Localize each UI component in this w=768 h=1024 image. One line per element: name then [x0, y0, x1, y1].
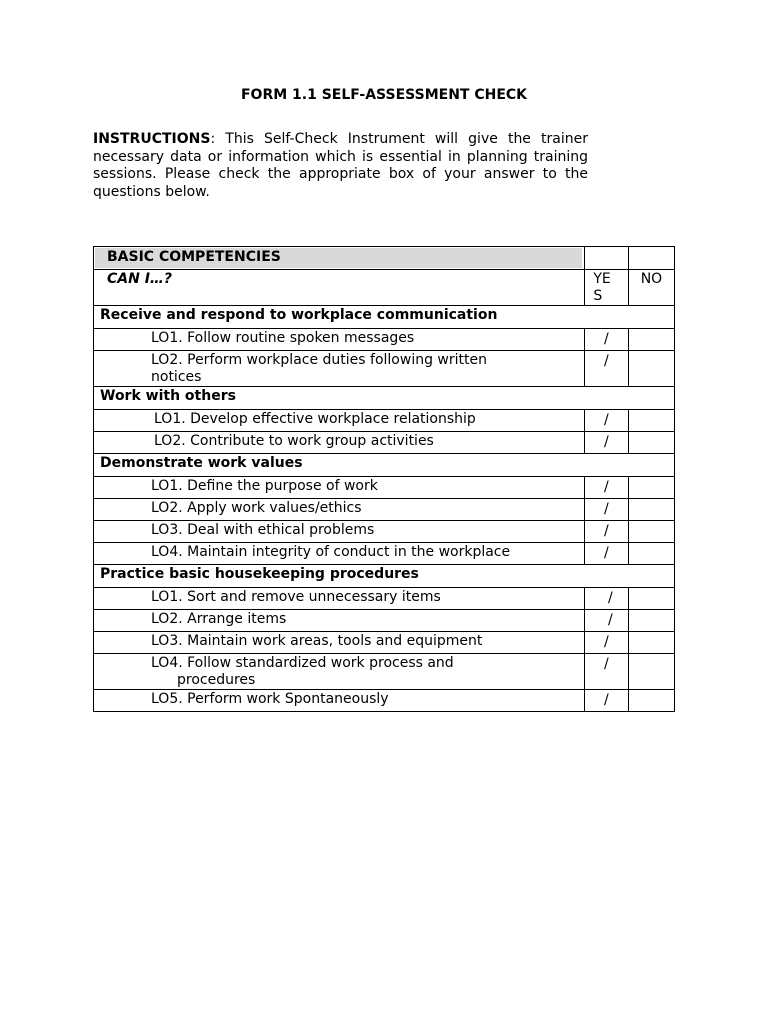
no-checkbox-cell[interactable] — [628, 410, 674, 432]
competency-row — [94, 610, 675, 632]
no-checkbox-cell[interactable] — [628, 521, 674, 543]
no-checkbox-cell[interactable] — [628, 654, 674, 690]
self-assessment-table — [93, 246, 675, 712]
yes-checkbox-cell[interactable]: / — [584, 610, 628, 632]
competency-row — [94, 329, 675, 351]
no-checkbox-cell[interactable] — [628, 588, 674, 610]
no-checkbox-cell[interactable] — [628, 329, 674, 351]
no-checkbox-cell[interactable] — [628, 432, 674, 454]
header-cell — [94, 247, 585, 270]
question-cell: CAN I…? — [94, 270, 585, 306]
learning-outcome: LO2. Contribute to work group activities — [94, 432, 585, 454]
no-checkbox-cell[interactable] — [628, 477, 674, 499]
yes-checkbox-cell[interactable]: / — [584, 632, 628, 654]
competency-row — [94, 654, 675, 690]
competency-row — [94, 588, 675, 610]
yes-checkbox-cell[interactable]: / — [584, 432, 628, 454]
competency-row — [94, 410, 675, 432]
learning-outcome: LO2. Arrange items — [94, 610, 585, 632]
competency-row — [94, 499, 675, 521]
yes-checkbox-cell[interactable]: / — [584, 410, 628, 432]
yes-checkbox-cell[interactable]: / — [584, 543, 628, 565]
learning-outcome: LO2. Perform workplace duties following written notices — [94, 351, 585, 387]
yes-checkbox-cell[interactable]: / — [584, 654, 628, 690]
table-header: BASIC COMPETENCIES — [95, 248, 582, 268]
learning-outcome: LO1. Follow routine spoken messages — [94, 329, 585, 351]
yes-checkbox-cell[interactable]: / — [584, 499, 628, 521]
header-no-cell — [628, 247, 674, 270]
yes-checkbox-cell[interactable]: / — [584, 329, 628, 351]
yes-checkbox-cell[interactable]: / — [584, 588, 628, 610]
yes-column-header: YE S — [584, 270, 628, 306]
yes-checkbox-cell[interactable]: / — [584, 477, 628, 499]
section-heading: Receive and respond to workplace communication — [94, 306, 675, 329]
learning-outcome: LO2. Apply work values/ethics — [94, 499, 585, 521]
header-yes-cell — [584, 247, 628, 270]
learning-outcome: LO1. Define the purpose of work — [94, 477, 585, 499]
learning-outcome: LO4. Maintain integrity of conduct in the workplace — [94, 543, 585, 565]
competency-row — [94, 690, 675, 712]
instructions-paragraph — [93, 131, 588, 201]
no-column-header: NO — [628, 270, 674, 306]
section-row — [94, 565, 675, 588]
form-title: FORM 1.1 SELF-ASSESSMENT CHECK — [240, 87, 528, 103]
learning-outcome: LO4. Follow standardized work process and procedures — [94, 654, 585, 690]
learning-outcome: LO5. Perform work Spontaneously — [94, 690, 585, 712]
competency-row — [94, 351, 675, 387]
no-checkbox-cell[interactable] — [628, 351, 674, 387]
no-checkbox-cell[interactable] — [628, 632, 674, 654]
instructions-label: INSTRUCTIONS — [93, 131, 211, 147]
learning-outcome: LO3. Deal with ethical problems — [94, 521, 585, 543]
no-checkbox-cell[interactable] — [628, 499, 674, 521]
section-row — [94, 454, 675, 477]
yes-checkbox-cell[interactable]: / — [584, 521, 628, 543]
yes-checkbox-cell[interactable]: / — [584, 690, 628, 712]
no-checkbox-cell[interactable] — [628, 610, 674, 632]
competency-row — [94, 477, 675, 499]
competency-row — [94, 543, 675, 565]
section-heading: Practice basic housekeeping procedures — [94, 565, 675, 588]
section-heading: Work with others — [94, 387, 675, 410]
no-checkbox-cell[interactable] — [628, 543, 674, 565]
yes-checkbox-cell[interactable]: / — [584, 351, 628, 387]
instructions-text: : This Self-Check Instrument will give the trainer necessary data or information which is essential in planning training sessions. Please check the appropriate box of your answer to the questions below. — [93, 131, 588, 200]
learning-outcome: LO1. Develop effective workplace relationship — [94, 410, 585, 432]
learning-outcome: LO1. Sort and remove unnecessary items — [94, 588, 585, 610]
no-checkbox-cell[interactable] — [628, 690, 674, 712]
section-heading: Demonstrate work values — [94, 454, 675, 477]
competency-row — [94, 632, 675, 654]
learning-outcome: LO3. Maintain work areas, tools and equipment — [94, 632, 585, 654]
section-row — [94, 387, 675, 410]
competency-row — [94, 432, 675, 454]
competency-row — [94, 521, 675, 543]
section-row — [94, 306, 675, 329]
